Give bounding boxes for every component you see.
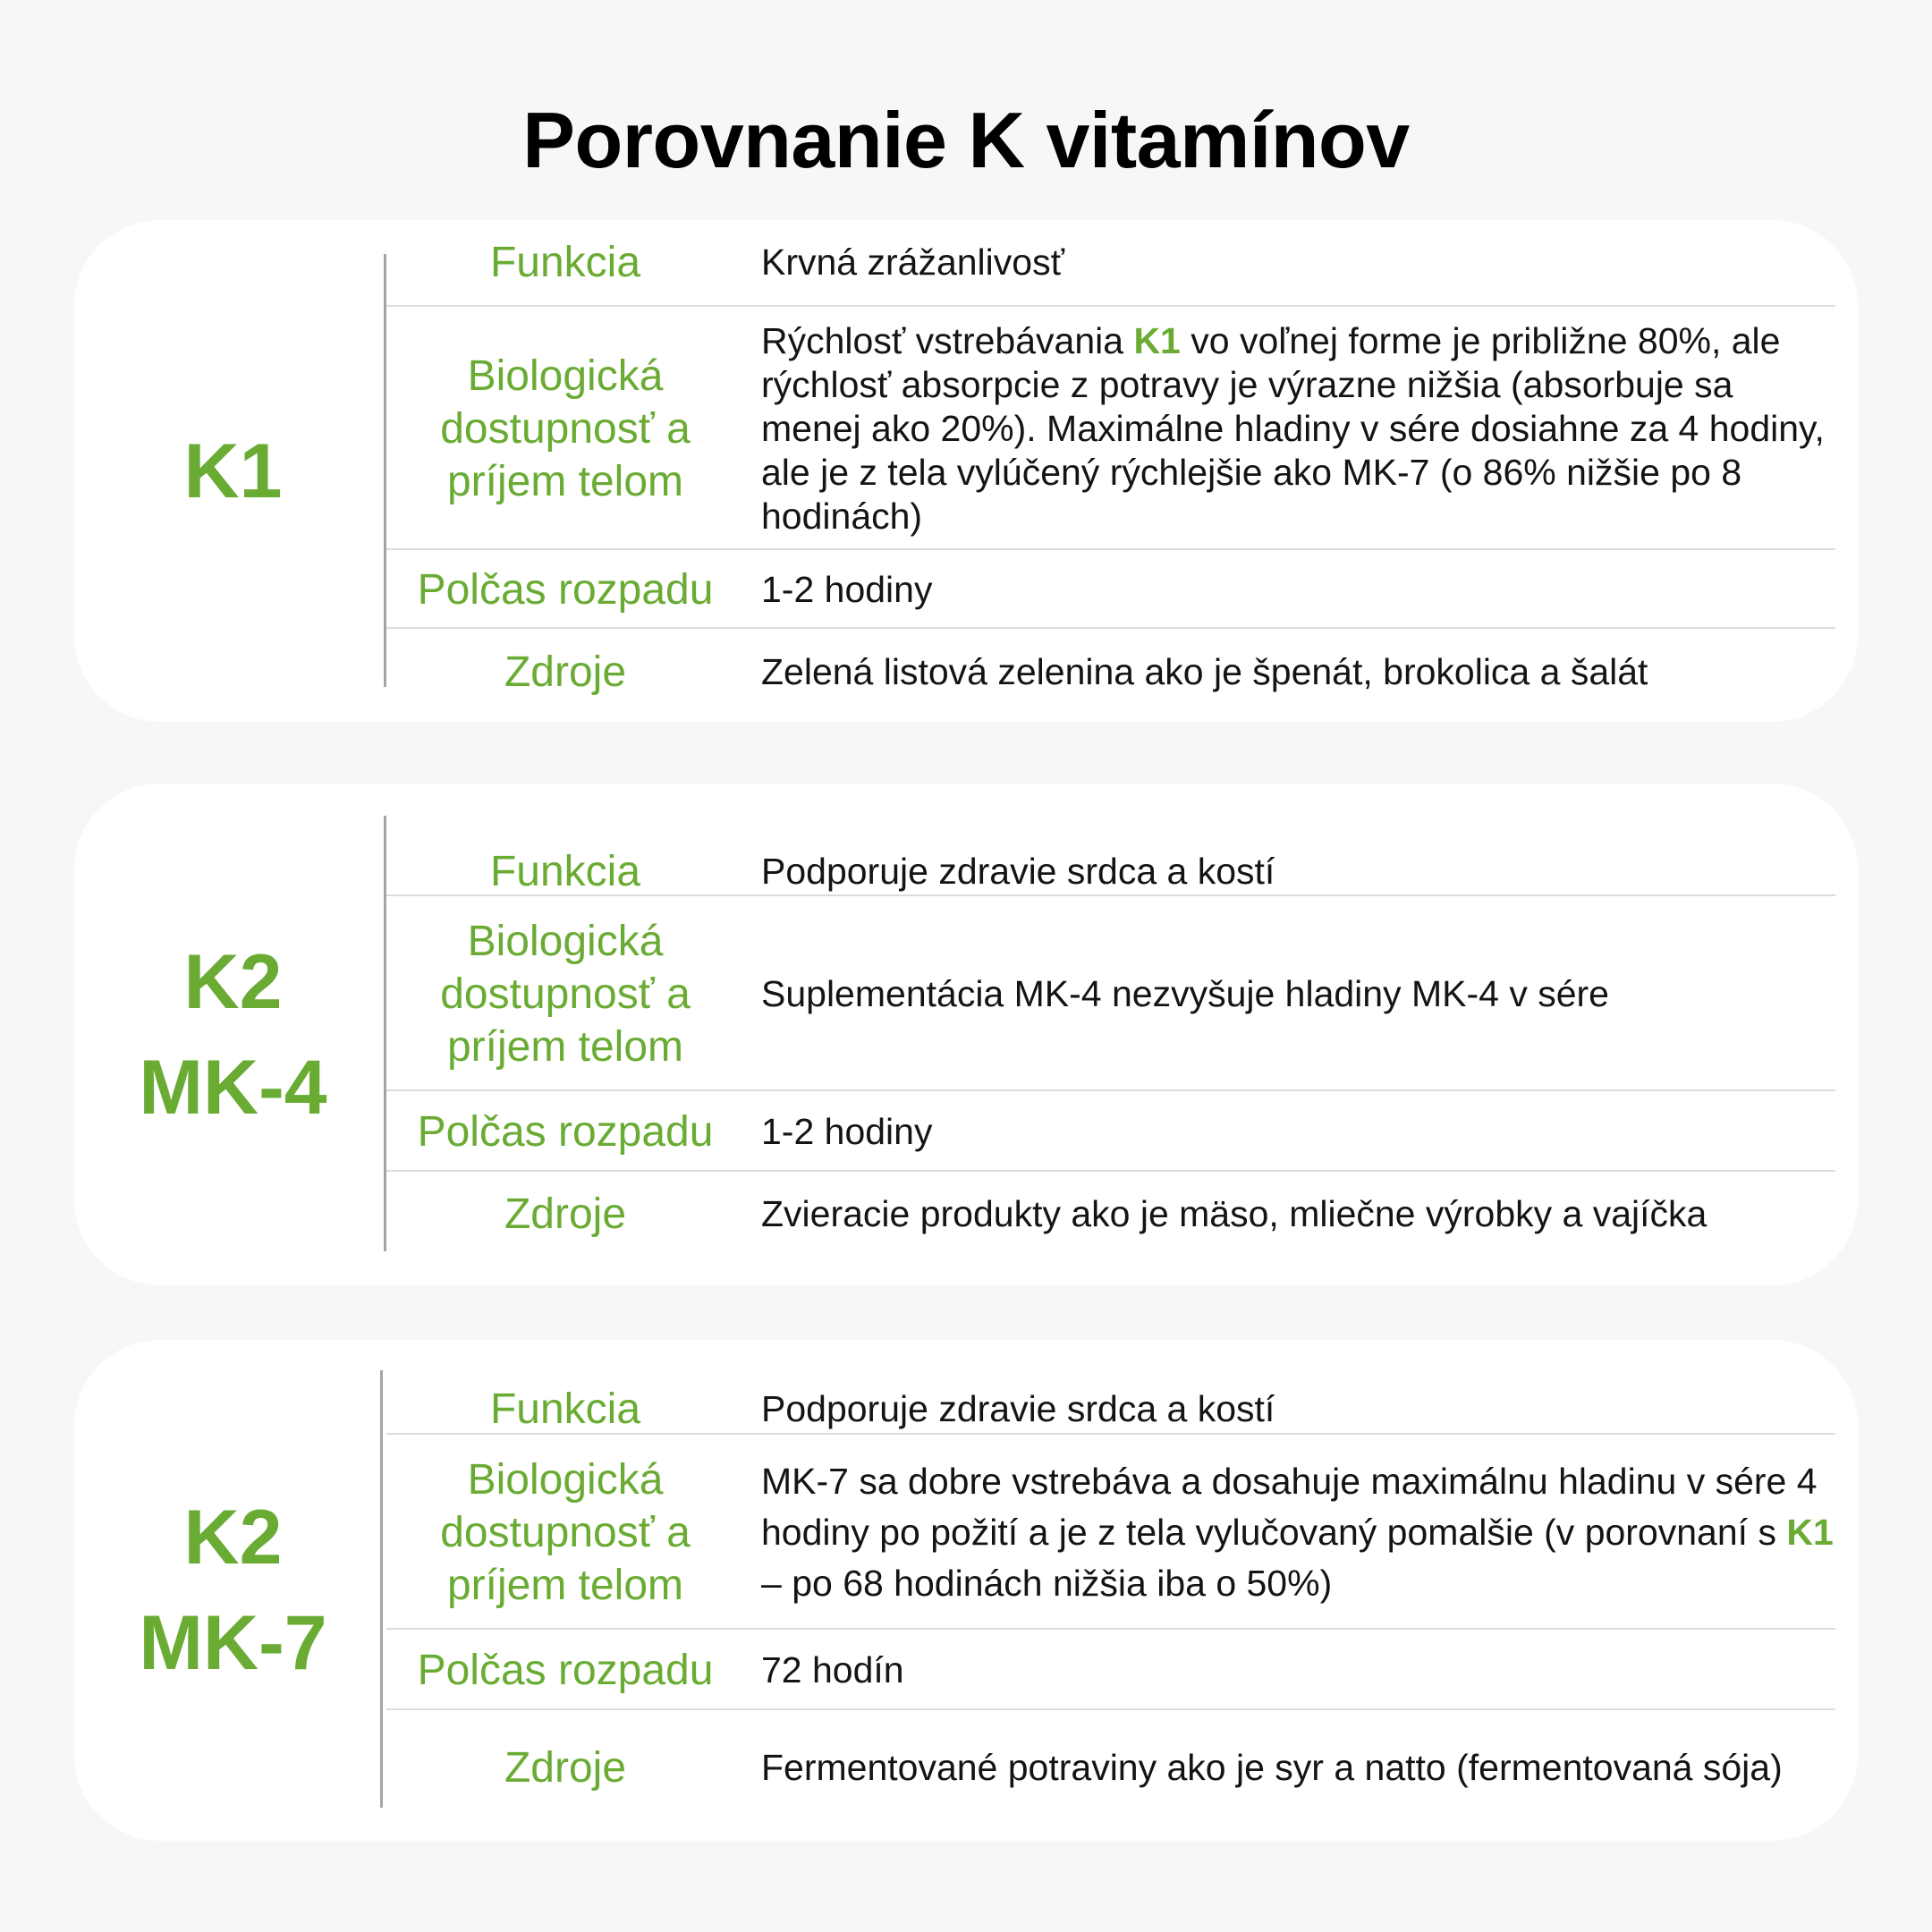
- row-label-sources: Zdroje: [504, 1191, 627, 1238]
- row-label-function: Funkcia: [489, 848, 641, 895]
- row-value-sources: Zelená listová zelenina ako je špenát, brokolica a šalát: [761, 650, 1648, 692]
- row-value-half-life: 1-2 hodiny: [761, 568, 933, 610]
- row-value-bioavailability: Suplementácia MK-4 nezvyšuje hladiny MK-4 v sére: [761, 972, 1609, 1014]
- row-label-bioavailability: Biologická dostupnosť a príjem telom: [440, 352, 691, 505]
- row-function: [386, 220, 1835, 305]
- row-label-sources: Zdroje: [504, 1743, 627, 1792]
- row-half-life: [386, 1089, 1835, 1172]
- row-value-bioavailability: Rýchlosť vstrebávania K1 vo voľnej forme je približne 80%, ale rýchlosť absorpcie z potravy je výrazne nižšia (absorbuje sa menej ako 20%). Maximálne hladiny v sére dosiahne za 4 hodiny, ale je z tela vylúčený rýchlejšie ako MK-7 (o 86% nižšie po 8 hodinách): [761, 319, 1825, 537]
- card-label-mk4: [74, 784, 392, 1285]
- row-label-half-life: Polčas rozpadu: [417, 1646, 714, 1694]
- row-sources: [386, 1708, 1835, 1825]
- row-label-half-life: Polčas rozpadu: [417, 1107, 714, 1156]
- row-label-half-life: Polčas rozpadu: [417, 565, 714, 614]
- vitamin-name-line2: MK-4: [139, 1044, 327, 1131]
- vitamin-name: K1: [183, 428, 283, 514]
- row-bioavailability: [386, 1433, 1835, 1630]
- row-half-life: [386, 548, 1835, 629]
- row-value-sources: Fermentované potraviny ako je syr a natto (fermentovaná sója): [761, 1746, 1783, 1788]
- page-title: Porovnanie K vitamínov: [522, 96, 1410, 184]
- card-k1: [74, 220, 1858, 722]
- card-k2-mk4: [74, 784, 1858, 1285]
- card-k2-mk7: [74, 1340, 1858, 1841]
- vertical-divider: [380, 1370, 383, 1808]
- card-label-mk7: [74, 1340, 392, 1841]
- row-sources: [386, 627, 1835, 715]
- row-bioavailability: [386, 305, 1835, 550]
- highlight-k1: K1: [1786, 1511, 1834, 1553]
- row-value-bioavailability: MK-7 sa dobre vstrebáva a dosahuje maximálnu hladinu v sére 4 hodiny po požití a je z tela vylučovaný pomalšie (v porovnaní s K1 – po 68 hodinách nižšia iba o 50%): [761, 1460, 1834, 1604]
- row-label-function: Funkcia: [489, 239, 641, 286]
- row-bioavailability: [386, 894, 1835, 1091]
- highlight-k1: K1: [1133, 319, 1181, 361]
- row-value-sources: Zvieracie produkty ako je mäso, mliečne výrobky a vajíčka: [761, 1193, 1707, 1234]
- vitamin-name-line1: K2: [183, 1495, 283, 1580]
- row-value-function: Krvná zrážanlivosť: [761, 242, 1064, 283]
- row-value-function: Podporuje zdravie srdca a kostí: [761, 851, 1275, 892]
- card-label-k1: [74, 220, 392, 722]
- vitamin-name-line2: MK-7: [139, 1600, 327, 1686]
- row-sources: [386, 1170, 1835, 1257]
- row-half-life: [386, 1628, 1835, 1710]
- row-value-function: Podporuje zdravie srdca a kostí: [761, 1388, 1275, 1429]
- row-value-half-life: 72 hodín: [761, 1648, 904, 1690]
- row-label-bioavailability: Biologická dostupnosť a príjem telom: [440, 917, 691, 1071]
- row-value-half-life: 1-2 hodiny: [761, 1110, 933, 1152]
- row-label-bioavailability: Biologická dostupnosť a príjem telom: [440, 1455, 691, 1609]
- row-label-sources: Zdroje: [504, 648, 627, 696]
- row-label-function: Funkcia: [489, 1385, 641, 1433]
- vitamin-name-line1: K2: [183, 938, 283, 1025]
